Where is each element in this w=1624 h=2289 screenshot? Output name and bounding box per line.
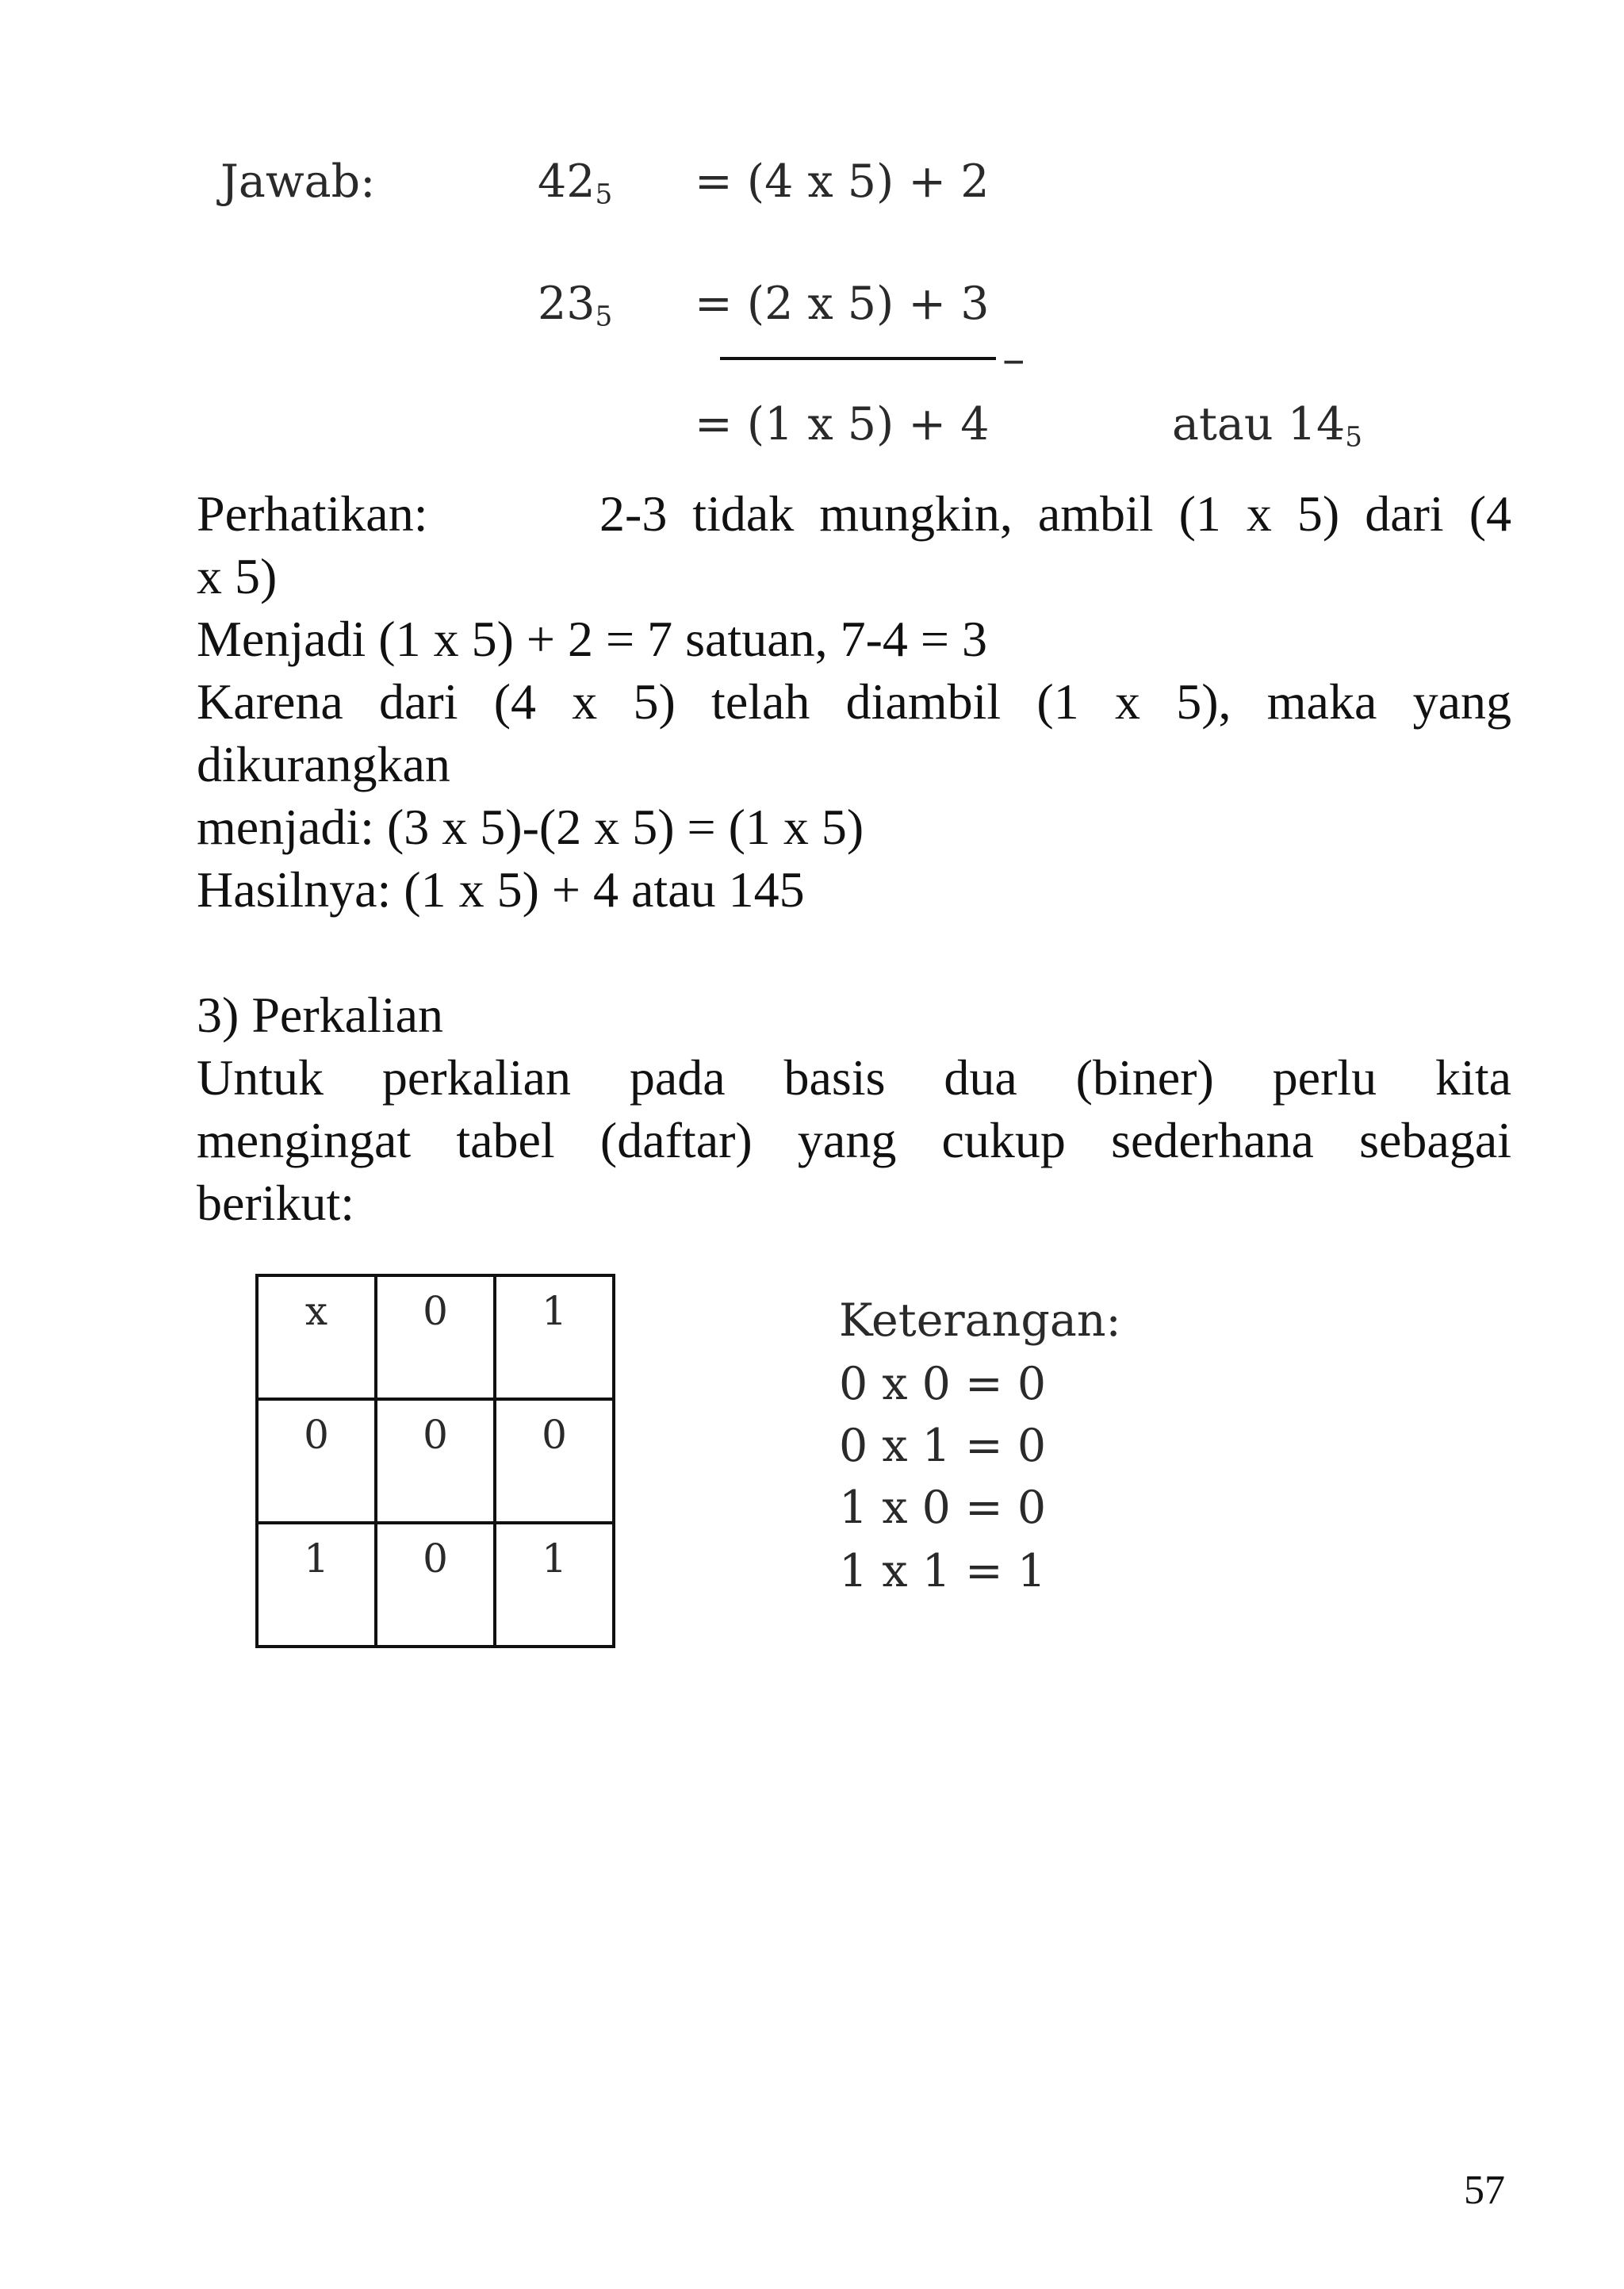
keterangan-line: 1 x 0 = 0 — [839, 1482, 1047, 1534]
table-cell: 1 — [495, 1523, 614, 1647]
calc-row1-num: 42 — [538, 155, 596, 208]
page-number: 57 — [1464, 2168, 1505, 2213]
calc-row1-number — [538, 155, 612, 211]
table-cell: 0 — [376, 1523, 495, 1647]
calc-result-expr: = (1 x 5) + 4 — [695, 398, 990, 451]
multiplication-table — [255, 1274, 615, 1648]
paragraph-line: Untuk perkalian pada basis dua (biner) perlu kita — [197, 1049, 1511, 1106]
calc-row2-number — [538, 278, 612, 333]
calc-label: Jawab: — [220, 155, 376, 208]
paragraph-line: mengingat tabel (daftar) yang cukup sederhana sebagai — [197, 1112, 1511, 1168]
table-cell: x — [257, 1275, 376, 1399]
paragraph-line: menjadi: (3 x 5)-(2 x 5) = (1 x 5) — [197, 799, 864, 855]
table-row — [257, 1523, 614, 1647]
calc-row2-base: 5 — [595, 301, 613, 333]
keterangan-line: 1 x 1 = 1 — [839, 1545, 1047, 1597]
table-cell: 0 — [376, 1275, 495, 1399]
keterangan-line: 0 x 0 = 0 — [839, 1358, 1047, 1410]
calc-row1-base: 5 — [595, 178, 613, 211]
table-cell: 0 — [376, 1399, 495, 1523]
minus-sign: – — [1002, 333, 1025, 385]
calc-row1-expr: = (4 x 5) + 2 — [695, 155, 990, 208]
paragraph-line: x 5) — [197, 548, 278, 604]
subtraction-line — [720, 357, 996, 360]
table-cell: 1 — [495, 1275, 614, 1399]
section-heading: 3) Perkalian — [197, 987, 443, 1043]
calc-row2-num: 23 — [538, 278, 596, 330]
table-cell: 0 — [495, 1399, 614, 1523]
perhatikan-label: Perhatikan: — [197, 485, 428, 542]
paragraph-line: Menjadi (1 x 5) + 2 = 7 satuan, 7-4 = 3 — [197, 611, 987, 667]
paragraph-line: Hasilnya: (1 x 5) + 4 atau 145 — [197, 861, 805, 918]
table-row — [257, 1275, 614, 1399]
calc-row2-expr: = (2 x 5) + 3 — [695, 278, 990, 330]
calc-result-alt-base: 5 — [1345, 421, 1362, 454]
paragraph-line: berikut: — [197, 1175, 355, 1231]
paragraph-line: Karena dari (4 x 5) telah diambil (1 x 5), maka yang — [197, 673, 1511, 730]
keterangan-title: Keterangan: — [839, 1294, 1121, 1347]
paragraph-line: dikurangkan — [197, 736, 450, 792]
table-row — [257, 1399, 614, 1523]
table-cell: 0 — [257, 1399, 376, 1523]
calc-result-alt — [1172, 398, 1362, 454]
table-cell: 1 — [257, 1523, 376, 1647]
calc-result-alt-text: atau 14 — [1172, 398, 1346, 451]
keterangan-line: 0 x 1 = 0 — [839, 1420, 1047, 1472]
perhatikan-text: 2-3 tidak mungkin, ambil (1 x 5) dari (4 — [599, 485, 1511, 542]
